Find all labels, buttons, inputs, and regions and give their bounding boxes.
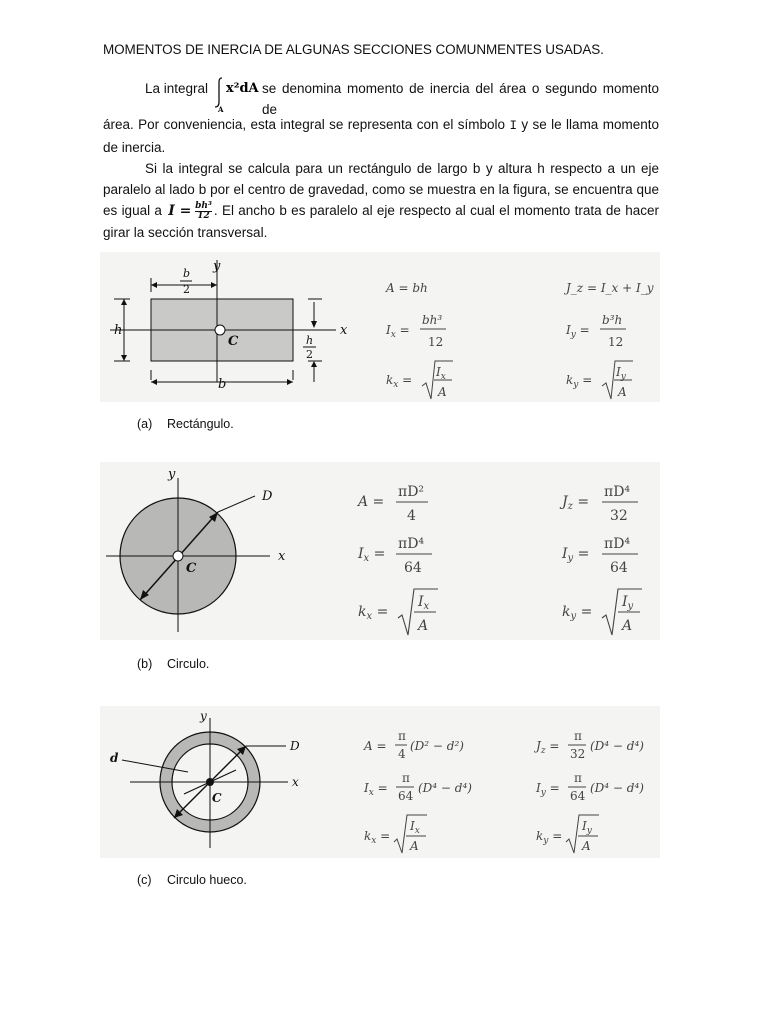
svg-text:Iy =: $I_y$ = [566,323,590,340]
polar-formula: J_z = I_x + I_y [566,281,654,295]
figure-circle [100,462,660,640]
paragraph-2 [103,158,659,243]
svg-text:Iy: $I_y$ [582,819,592,836]
area-coef-num: π [398,729,406,743]
svg-text:A: A [618,385,627,399]
para2-text-b: . El ancho b es paralelo al eje respecto al cual el momento trata de hacer girar la sección transversal. [103,203,659,241]
iy-paren: (D⁴ − d⁴) [590,781,644,795]
ix-den: 64 [404,560,422,576]
svg-text:Iy =: $I_y$ = [536,781,560,798]
ix-coef-num: π [402,771,410,785]
formula-den: 12 [197,211,210,222]
axis-y-label: y [168,467,176,482]
half-b-num: b [183,267,191,280]
para1-before: La integral [145,81,209,96]
area-den: 4 [407,508,416,524]
half-h-num: h [306,334,314,347]
figure-rectangle [100,252,660,402]
ix-coef-den: 64 [398,789,414,803]
jz-coef-den: 32 [570,747,586,761]
svg-text:A: A [622,618,633,634]
caption-text: Circulo hueco. [167,873,247,887]
caption-hollow-circle [137,873,247,887]
centroid-label: C [186,561,197,576]
svg-text:Iy =: $I_y$ = [562,546,590,564]
svg-text:kx =: $k_x$ = [358,604,389,622]
svg-text:Ix =: $I_x$ = [358,546,386,564]
axis-y-label: y [200,709,207,723]
half-b-den: 2 [183,283,190,296]
svg-text:ky =: $k_y$ = [536,829,563,846]
formula-fraction [195,202,212,221]
para2-text-a: Si la integral se calcula para un rectángulo de largo b y altura h respecto a un eje paralelo al lado b por el centro de gravedad, como se muestra en la figura, se encuentra que es igual a [103,161,659,218]
svg-text:Ix: $I_x$ [436,365,446,382]
axis-x-label: x [292,775,299,789]
half-h-den: 2 [306,348,313,361]
caption-tag: (b) [137,657,153,671]
inertia-symbol: I [509,119,517,133]
svg-text:kx =: $k_x$ = [364,829,391,846]
caption-circle [137,657,209,671]
svg-text:ky =: $k_y$ = [566,373,593,390]
iy-num: b³h [602,313,623,327]
area-formula: A = bh [386,281,428,295]
svg-text:ky =: $k_y$ = [562,604,593,622]
circle-diagram [100,462,660,640]
svg-text:Ix =: $I_x$ = [364,781,388,798]
caption-text: Circulo. [167,657,210,671]
svg-text:A =: A = [364,739,387,753]
area-coef-den: 4 [398,747,406,761]
outer-diameter-label: D [290,739,300,753]
axis-y-label: y [213,259,221,274]
para1-line2-a: área. Por conveniencia, esta integral se representa con el símbolo [103,117,506,132]
svg-text:Iy: $I_y$ [616,365,626,382]
svg-text:Jz =: $J_z$ = [562,494,590,512]
caption-tag: (c) [137,873,152,887]
svg-text:A =: A = [358,494,385,510]
iy-den: 12 [608,335,624,349]
svg-text:A: A [418,618,429,634]
svg-text:Jz =: $J_z$ = [536,739,560,756]
iy-den: 64 [610,560,628,576]
page-title: MOMENTOS DE INERCIA DE ALGUNAS SECCIONES COMUNMENTES USADAS. [103,42,604,57]
para1-after: se denominа momento de inercia del área o segundo momento de [262,81,659,117]
axis-x-label: x [340,323,348,338]
axis-x-label: x [278,549,286,564]
iy-coef-num: π [574,771,582,785]
iy-coef-den: 64 [570,789,586,803]
diameter-label: D [262,489,273,504]
width-label: b [218,377,227,392]
paragraph-1-rest [103,114,659,158]
svg-text:Ix =: $I_x$ = [386,323,410,340]
integral-sub: A [218,105,224,114]
ix-paren: (D⁴ − d⁴) [418,781,472,795]
inline-formula [168,200,212,222]
svg-text:A: A [582,839,591,853]
iy-num: πD⁴ [604,536,631,552]
caption-text: Rectángulo. [167,417,234,431]
caption-rectangle [137,417,234,431]
area-num: πD² [398,484,425,500]
ix-num: bh³ [422,313,443,327]
height-label: h [114,323,123,338]
rectangle-diagram [100,252,660,402]
ix-num: πD⁴ [398,536,425,552]
formula-num: bh³ [195,201,212,212]
jz-num: πD⁴ [604,484,631,500]
inner-diameter-label: d [110,751,119,765]
centroid-label: C [228,334,239,349]
area-paren: (D² − d²) [410,739,464,753]
svg-text:Ix: $I_x$ [418,594,430,612]
svg-text:Iy: $I_y$ [622,594,634,612]
svg-text:kx =: $k_x$ = [386,373,413,390]
hollow-circle-diagram [100,706,660,858]
svg-text:Ix: $I_x$ [410,819,420,836]
jz-coef-num: π [574,729,582,743]
centroid-label: C [212,791,222,805]
integral-expression: x²dA [226,81,259,96]
svg-text:A: A [410,839,419,853]
ix-den: 12 [428,335,444,349]
para1-line2-b: y se le llama momento de inercia. [103,117,659,155]
caption-tag: (a) [137,417,153,431]
formula-lhs: I = [168,203,192,220]
figure-hollow-circle [100,706,660,858]
svg-text:A: A [438,385,447,399]
jz-den: 32 [610,508,628,524]
jz-paren: (D⁴ − d⁴) [590,739,644,753]
